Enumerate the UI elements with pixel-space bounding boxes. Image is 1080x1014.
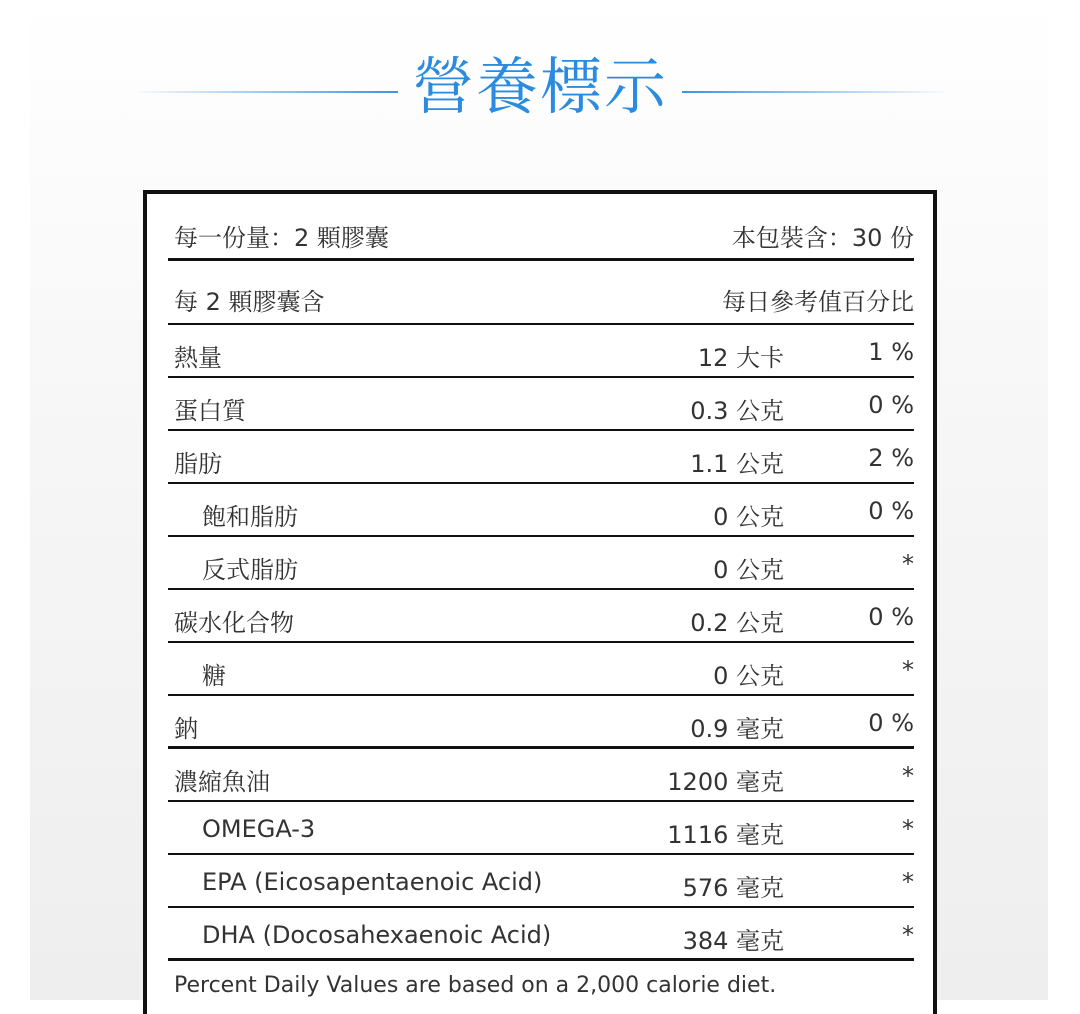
nutrient-percent: * xyxy=(902,921,914,949)
divider xyxy=(168,853,914,855)
nutrition-facts-panel xyxy=(143,190,937,1014)
divider xyxy=(168,641,914,643)
serving-size: 每一份量：2 顆膠囊 xyxy=(174,224,389,252)
nutrient-amount: 576 毫克 xyxy=(682,874,784,902)
nutrient-name: 蛋白質 xyxy=(174,397,246,425)
nutrient-amount: 384 毫克 xyxy=(682,927,784,955)
title-divider-right xyxy=(682,91,950,93)
divider xyxy=(168,800,914,802)
divider xyxy=(168,906,914,908)
nutrient-percent: * xyxy=(902,656,914,684)
nutrient-name: OMEGA-3 xyxy=(202,815,316,843)
title-divider-left xyxy=(130,91,398,93)
divider xyxy=(168,376,914,378)
servings-per-pack: 本包裝含：30 份 xyxy=(731,224,914,252)
divider xyxy=(168,429,914,431)
nutrient-amount: 1116 毫克 xyxy=(667,821,784,849)
nutrient-amount: 1200 毫克 xyxy=(667,768,784,796)
page-title: 營養標示 xyxy=(411,50,668,123)
nutrient-percent: * xyxy=(902,762,914,790)
divider xyxy=(168,588,914,590)
nutrient-name: 碳水化合物 xyxy=(174,609,294,637)
nutrient-percent: 1 % xyxy=(868,338,914,366)
nutrient-name: EPA (Eicosapentaenoic Acid) xyxy=(202,868,543,896)
nutrient-amount: 0.9 毫克 xyxy=(690,715,784,743)
nutrient-percent: 0 % xyxy=(868,709,914,737)
divider xyxy=(168,535,914,537)
nutrient-name: 熱量 xyxy=(174,344,222,372)
nutrient-amount: 0 公克 xyxy=(713,662,784,690)
nutrient-name: 鈉 xyxy=(174,715,198,743)
per-serving-label: 每 2 顆膠囊含 xyxy=(174,288,325,316)
divider xyxy=(168,694,914,696)
nutrient-amount: 1.1 公克 xyxy=(690,450,784,478)
nutrient-amount: 0 公克 xyxy=(713,556,784,584)
nutrient-name: 脂肪 xyxy=(174,450,222,478)
divider-thick xyxy=(168,258,914,261)
divider-thick xyxy=(168,746,914,749)
nutrient-name: 飽和脂肪 xyxy=(202,503,298,531)
nutrient-percent: * xyxy=(902,815,914,843)
nutrient-percent: 2 % xyxy=(868,444,914,472)
nutrient-name: DHA (Docosahexaenoic Acid) xyxy=(202,921,552,949)
nutrient-amount: 12 大卡 xyxy=(697,344,784,372)
nutrient-amount: 0.2 公克 xyxy=(690,609,784,637)
divider xyxy=(168,482,914,484)
nutrient-percent: 0 % xyxy=(868,603,914,631)
daily-value-label: 每日參考值百分比 xyxy=(722,288,914,316)
nutrient-percent: * xyxy=(902,550,914,578)
footnote: Percent Daily Values are based on a 2,000 calorie diet. xyxy=(174,973,777,998)
nutrient-percent: 0 % xyxy=(868,391,914,419)
divider xyxy=(168,323,914,325)
nutrient-name: 濃縮魚油 xyxy=(174,768,270,796)
nutrient-percent: 0 % xyxy=(868,497,914,525)
divider-thick xyxy=(168,958,914,961)
nutrient-amount: 0.3 公克 xyxy=(690,397,784,425)
nutrient-amount: 0 公克 xyxy=(713,503,784,531)
nutrient-name: 反式脂肪 xyxy=(202,556,298,584)
nutrient-percent: * xyxy=(902,868,914,896)
nutrient-name: 糖 xyxy=(202,662,226,690)
title-area xyxy=(0,0,1080,123)
